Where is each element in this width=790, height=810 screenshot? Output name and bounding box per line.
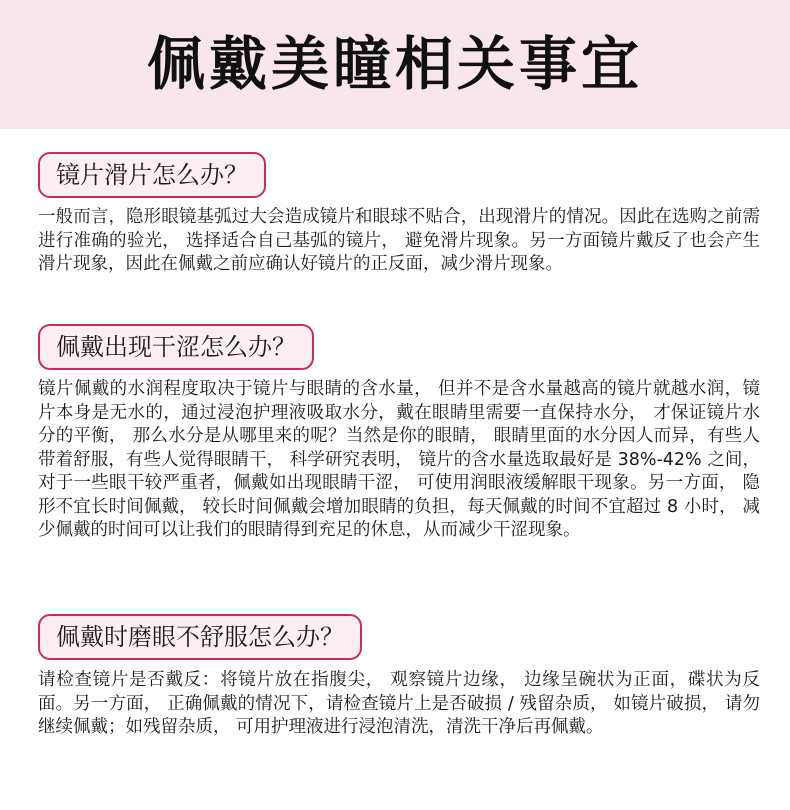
question-box-slipping: 镜片滑片怎么办？ [38, 152, 266, 198]
answer-text-discomfort: 请检查镜片是否戴反：将镜片放在指腹尖， 观察镜片边缘， 边缘呈碗状为正面，碟状为反面。另一方面， 正确佩戴的情况下，请检查镜片上是否破损 / 残留杂质， 如镜片破损， 请勿继续佩戴；如残留杂质， 可用护理液进行浸泡清洗，清洗干净后再佩戴。 [38, 670, 760, 737]
question-box-dryness: 佩戴出现干涩怎么办？ [38, 324, 314, 370]
answer-text-slipping: 一般而言，隐形眼镜基弧过大会造成镜片和眼球不贴合，出现滑片的情况。因此在选购之前需进行准确的验光， 选择适合自己基弧的镜片， 避免滑片现象。另一方面镜片戴反了也会产生滑片现象，因此在佩戴之前应确认好镜片的正反面，减少滑片现象。 [38, 207, 760, 274]
page-title: 佩戴美瞳相关事宜 [146, 30, 643, 98]
answer-text-dryness: 镜片佩戴的水润程度取决于镜片与眼睛的含水量， 但并不是含水量越高的镜片就越水润，镜片本身是无水的，通过浸泡护理液吸取水分，戴在眼睛里需要一直保持水分， 才保证镜片水分的平衡， 那么水分是从哪里来的呢？当然是你的眼睛， 眼睛里面的水分因人而异，有些人带着舒服，有些人觉得眼睛干， 科学研究表明， 镜片的含水量选取最好是 38%-42% 之间，对于一些眼干较严重者，佩戴如出现眼睛干涩， 可使用润眼液缓解眼干现象。另一方面， 隐形不宜长时间佩戴， 较长时间佩戴会增加眼睛的负担，每天佩戴的时间不宜超过 8 小时， 减少佩戴的时间可以让我们的眼睛得到充足的休息，从而减少干涩现象。 [38, 379, 760, 540]
question-box-discomfort: 佩戴时磨眼不舒服怎么办？ [38, 614, 362, 660]
